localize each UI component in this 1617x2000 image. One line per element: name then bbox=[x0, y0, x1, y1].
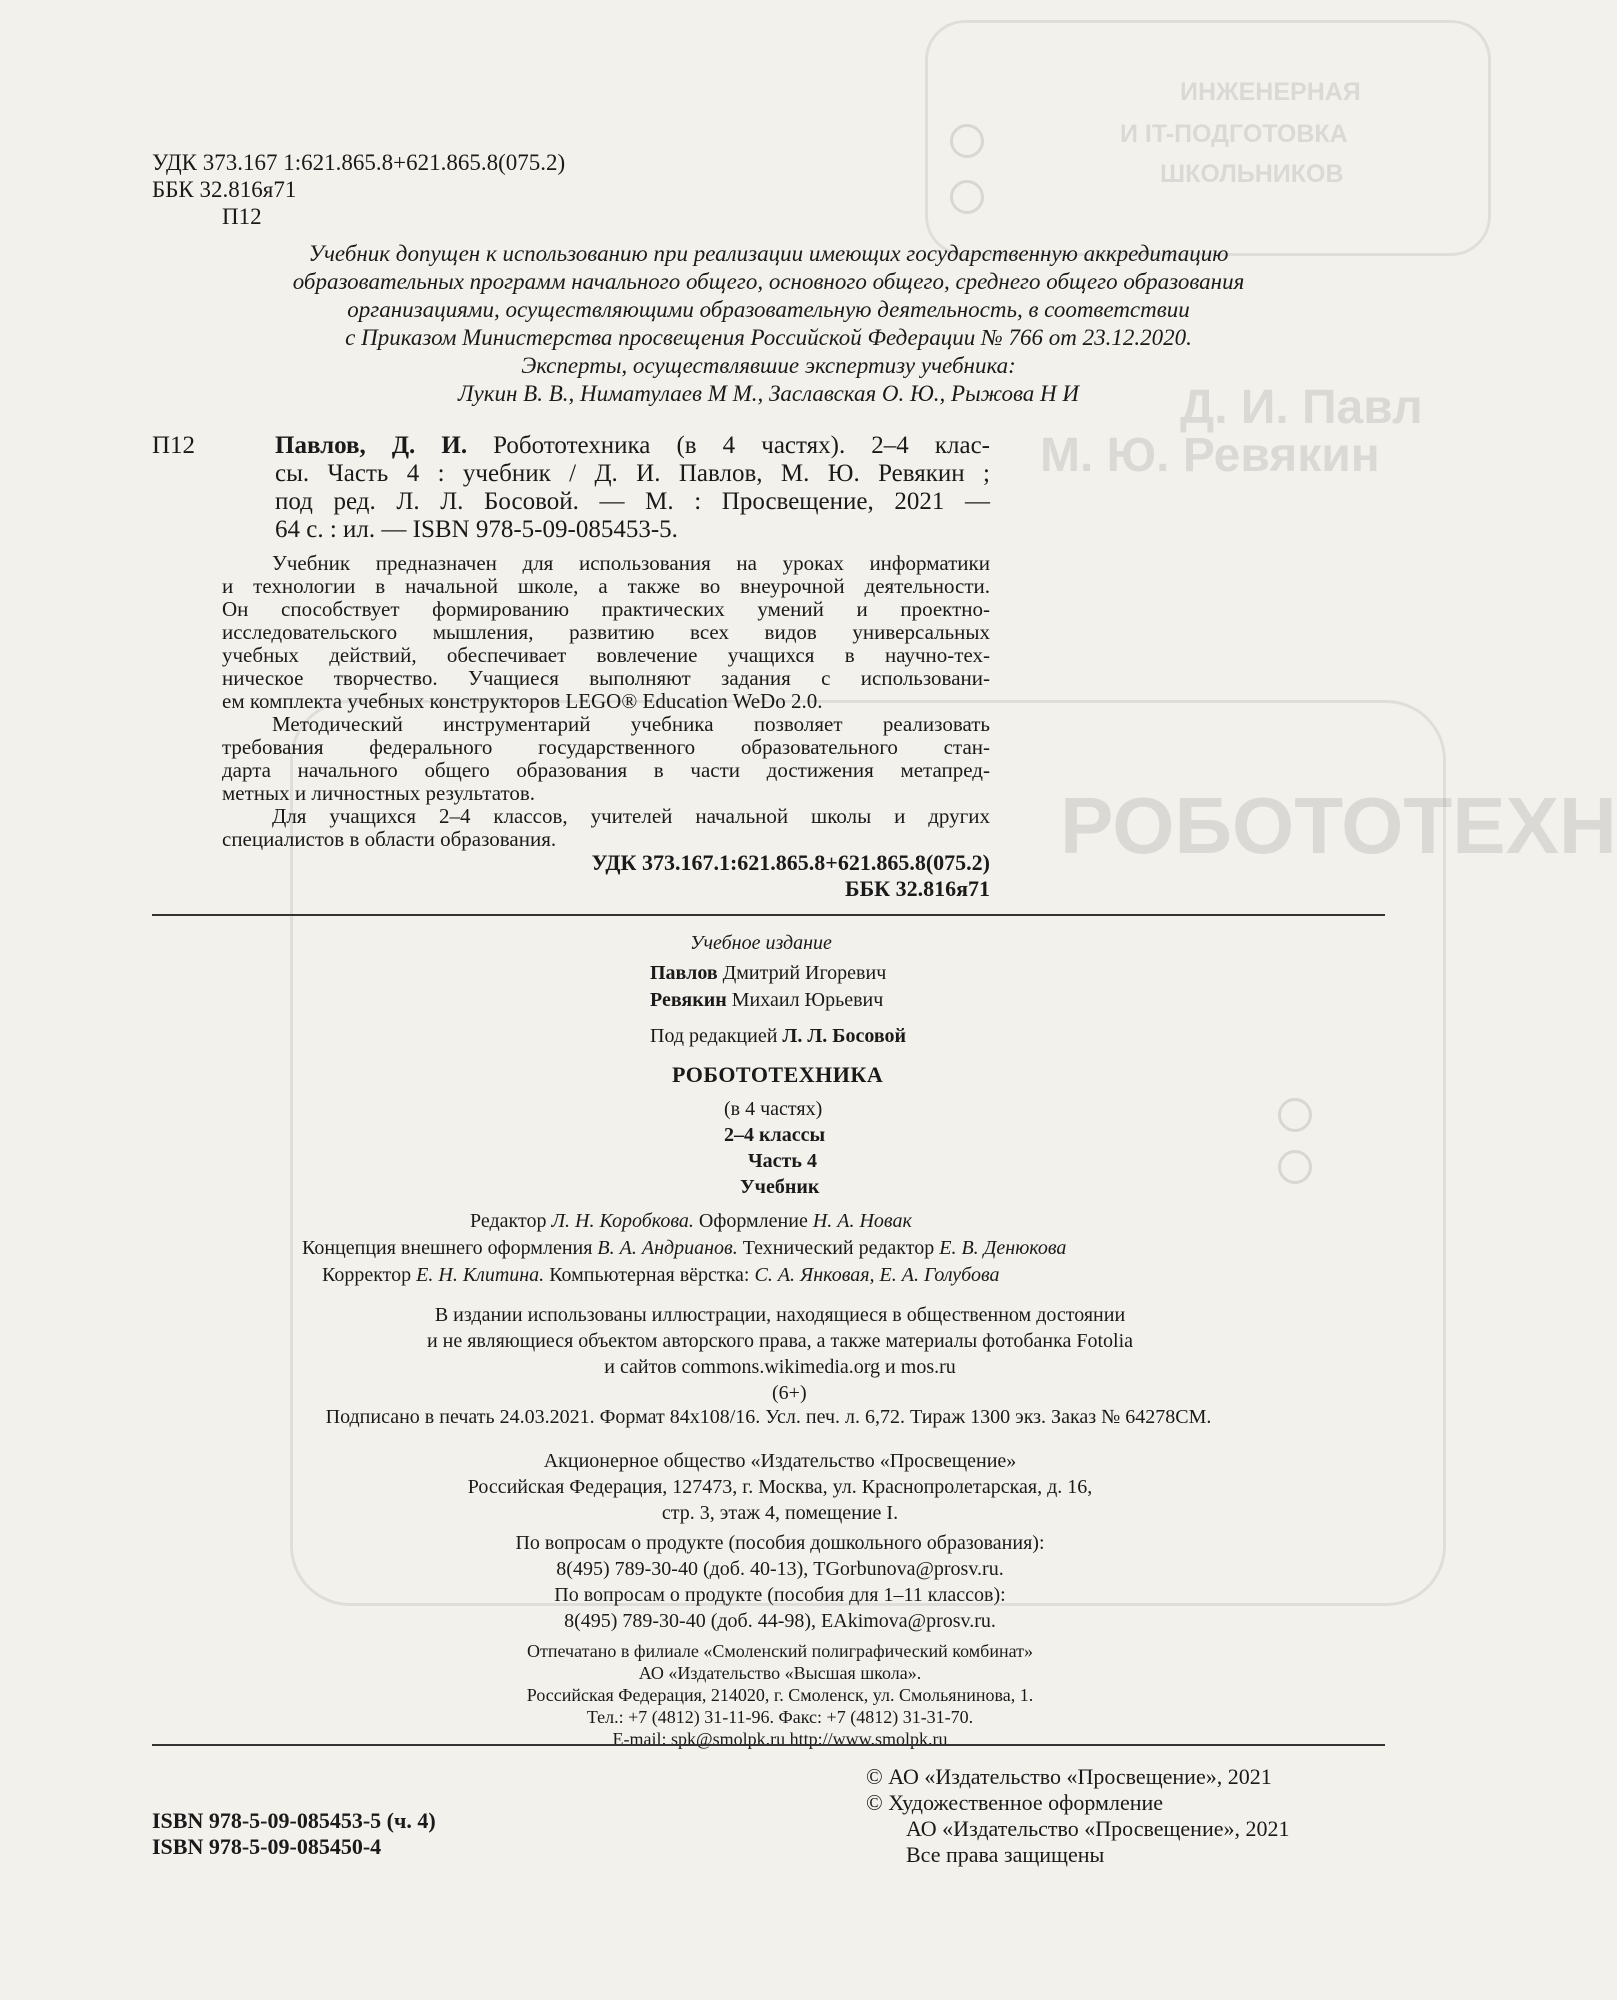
book-title: РОБОТОТЕХНИКА bbox=[672, 1062, 884, 1087]
print-info: Подписано в печать 24.03.2021. Формат 84х108/16. Усл. печ. л. 6,72. Тираж 1300 экз. Заказ № 64278СМ. bbox=[325, 1406, 1212, 1428]
catalog-line: под ред. Л. Л. Босовой. — М. : Просвещение, 2021 — bbox=[275, 488, 990, 515]
approval-line: организациями, осуществляющими образовательную деятельность, в соответствии bbox=[347, 297, 1190, 322]
catalog-entry bbox=[275, 432, 990, 544]
credits-line-2 bbox=[302, 1237, 1066, 1260]
credit-role: Концепция внешнего оформления bbox=[302, 1237, 593, 1259]
catalog-line: 64 с. : ил. — ISBN 978-5-09-085453-5. bbox=[275, 516, 678, 543]
isbn-2: ISBN 978-5-09-085450-4 bbox=[152, 1834, 382, 1859]
catalog-line-rest: Робототехника (в 4 частях). 2–4 клас- bbox=[467, 432, 990, 459]
age-rating: (6+) bbox=[772, 1382, 807, 1404]
copyright-line: © АО «Издательство «Просвещение», 2021 bbox=[866, 1764, 1272, 1789]
annotation-line: Он способствует формированию практических умений и проектно- bbox=[222, 597, 990, 621]
bleed-text: ИНЖЕНЕРНАЯ bbox=[1180, 78, 1361, 106]
author-2-last: Ревякин bbox=[650, 989, 727, 1011]
printer-line: Российская Федерация, 214020, г. Смоленск, ул. Смольянинова, 1. bbox=[526, 1685, 1034, 1705]
catalog-line: сы. Часть 4 : учебник / Д. И. Павлов, М. Ю. Ревякин ; bbox=[275, 460, 990, 487]
bleed-circle bbox=[1278, 1098, 1312, 1132]
annotation bbox=[222, 552, 990, 851]
credit-role: Корректор bbox=[322, 1264, 412, 1286]
catalog-bbk: ББК 32.816я71 bbox=[845, 876, 990, 901]
catalog-author: Павлов, Д. И. bbox=[275, 432, 468, 459]
credits-line-1 bbox=[470, 1210, 912, 1233]
bleed-text: М. Ю. Ревякин bbox=[1040, 429, 1380, 482]
printer-line: Тел.: +7 (4812) 31-11-96. Факс: +7 (4812) 31-31-70. bbox=[586, 1707, 974, 1727]
book-grades: 2–4 классы bbox=[724, 1124, 826, 1146]
credit-person: Н. А. Новак bbox=[812, 1210, 912, 1232]
divider-top bbox=[152, 914, 1385, 916]
udk-top: УДК 373.167 1:621.865.8+621.865.8(075.2) bbox=[152, 150, 566, 175]
author-1-rest: Дмитрий Игоревич bbox=[722, 962, 887, 984]
bleed-circle bbox=[950, 124, 984, 158]
editor-name: Л. Л. Босовой bbox=[782, 1025, 907, 1047]
catalog-line bbox=[275, 432, 990, 460]
printer-line: E-mail: spk@smolpk.ru http://www.smolpk.ru bbox=[612, 1729, 948, 1749]
author-1 bbox=[650, 962, 886, 985]
copyright-line: © Художественное оформление bbox=[866, 1790, 1164, 1815]
bleed-text: Д. И. Павл bbox=[1180, 381, 1423, 434]
credit-person: Л. Н. Коробкова. bbox=[551, 1210, 694, 1232]
editor-line bbox=[650, 1025, 906, 1048]
credit-person: Е. Н. Клитина. bbox=[416, 1264, 545, 1286]
illustrations-line: и не являющиеся объектом авторского права, а также материалы фотобанка Fotolia bbox=[426, 1330, 1134, 1352]
book-kind: Учебник bbox=[740, 1176, 820, 1198]
bleed-text: ШКОЛЬНИКОВ bbox=[1160, 160, 1344, 188]
contacts-line: По вопросам о продукте (пособия дошкольного образования): bbox=[515, 1532, 1045, 1554]
catalog-code: П12 bbox=[152, 432, 196, 459]
approval-line: образовательных программ начального общего, основного общего, среднего общего образования bbox=[292, 269, 1245, 294]
copyright-line: АО «Издательство «Просвещение», 2021 bbox=[906, 1816, 1290, 1841]
book-parts: (в 4 частях) bbox=[724, 1098, 823, 1120]
publisher-line: Российская Федерация, 127473, г. Москва, ул. Краснопролетарская, д. 16, bbox=[467, 1476, 1093, 1498]
credit-person: Е. В. Денюкова bbox=[939, 1237, 1067, 1259]
copyright-line: Все права защищены bbox=[906, 1842, 1105, 1867]
author-2 bbox=[650, 989, 883, 1012]
publisher-line: Акционерное общество «Издательство «Просвещение» bbox=[543, 1450, 1017, 1472]
author-1-last: Павлов bbox=[650, 962, 718, 984]
annotation-line: ем комплекта учебных конструкторов LEGO® Education WeDo 2.0. bbox=[222, 689, 823, 713]
credit-person: В. А. Андрианов. bbox=[597, 1237, 738, 1259]
contacts-block bbox=[300, 1530, 1260, 1634]
credit-role: Оформление bbox=[698, 1210, 808, 1232]
bleed-text: РОБОТОТЕХН bbox=[1060, 781, 1617, 870]
divider-bottom bbox=[152, 1744, 1385, 1746]
bleed-circle bbox=[950, 180, 984, 214]
code-top: П12 bbox=[222, 204, 262, 229]
bleed-circle bbox=[1278, 1150, 1312, 1184]
printer-block bbox=[380, 1640, 1180, 1750]
printer-line: АО «Издательство «Высшая школа». bbox=[638, 1663, 922, 1683]
approval-line: Учебник допущен к использованию при реализации имеющих государственную аккредитацию bbox=[308, 241, 1229, 266]
printer-line: Отпечатано в филиале «Смоленский полиграфический комбинат» bbox=[527, 1641, 1033, 1661]
contacts-line: По вопросам о продукте (пособия для 1–11 классов): bbox=[554, 1584, 1006, 1606]
edition-type: Учебное издание bbox=[690, 932, 832, 954]
approval-line: Лукин В. В., Ниматулаев М М., Заславская О. Ю., Рыжова Н И bbox=[457, 381, 1080, 406]
approval-line: Эксперты, осуществлявшие экспертизу учебника: bbox=[521, 353, 1016, 378]
isbn-1: ISBN 978-5-09-085453-5 (ч. 4) bbox=[152, 1808, 436, 1833]
approval-block bbox=[152, 240, 1385, 408]
annotation-line: Для учащихся 2–4 классов, учителей начальной школы и других bbox=[272, 804, 990, 828]
catalog-udk: УДК 373.167.1:621.865.8+621.865.8(075.2) bbox=[591, 850, 990, 875]
credit-role: Технический редактор bbox=[742, 1237, 935, 1259]
annotation-line: требования федерального государственного образовательного стан- bbox=[222, 735, 990, 759]
illustrations-line: и сайтов commons.wikimedia.org и mos.ru bbox=[604, 1356, 956, 1378]
bbk-top: ББК 32.816я71 bbox=[152, 177, 297, 202]
annotation-line: ническое творчество. Учащиеся выполняют задания с использовани- bbox=[222, 666, 990, 690]
annotation-line: Методический инструментарий учебника позволяет реализовать bbox=[272, 712, 990, 736]
annotation-line: дарта начального общего образования в части достижения метапред- bbox=[222, 758, 990, 782]
annotation-line: метных и личностных результатов. bbox=[222, 781, 536, 805]
annotation-line: учебных действий, обеспечивает вовлечение учащихся в научно-тех- bbox=[222, 643, 990, 667]
publisher-line: стр. 3, этаж 4, помещение I. bbox=[661, 1502, 899, 1524]
contacts-line: 8(495) 789-30-40 (доб. 44-98), EAkimova@prosv.ru. bbox=[564, 1610, 996, 1632]
approval-line: с Приказом Министерства просвещения Российской Федерации № 766 от 23.12.2020. bbox=[345, 325, 1192, 350]
publisher-block bbox=[300, 1448, 1260, 1526]
credit-person: С. А. Янковая, Е. А. Голубова bbox=[754, 1264, 1000, 1286]
annotation-line: Учебник предназначен для использования на уроках информатики bbox=[272, 551, 990, 575]
book-part: Часть 4 bbox=[748, 1150, 817, 1172]
credit-role: Редактор bbox=[470, 1210, 547, 1232]
annotation-line: и технологии в начальной школе, а также во внеурочной деятельности. bbox=[222, 574, 990, 598]
editor-prefix: Под редакцией bbox=[650, 1025, 778, 1047]
credits-line-3 bbox=[322, 1264, 1000, 1287]
author-2-rest: Михаил Юрьевич bbox=[731, 989, 884, 1011]
credit-role: Компьютерная вёрстка: bbox=[549, 1264, 750, 1286]
contacts-line: 8(495) 789-30-40 (доб. 40-13), TGorbunova@prosv.ru. bbox=[556, 1558, 1004, 1580]
illustrations-line: В издании использованы иллюстрации, находящиеся в общественном достоянии bbox=[434, 1304, 1126, 1326]
annotation-line: исследовательского мышления, развитию всех видов универсальных bbox=[222, 620, 990, 644]
annotation-line: специалистов в области образования. bbox=[222, 827, 557, 851]
bleed-text: И IT-ПОДГОТОВКА bbox=[1120, 120, 1348, 148]
illustrations-note bbox=[300, 1302, 1260, 1380]
copyright-block bbox=[866, 1764, 1290, 1868]
